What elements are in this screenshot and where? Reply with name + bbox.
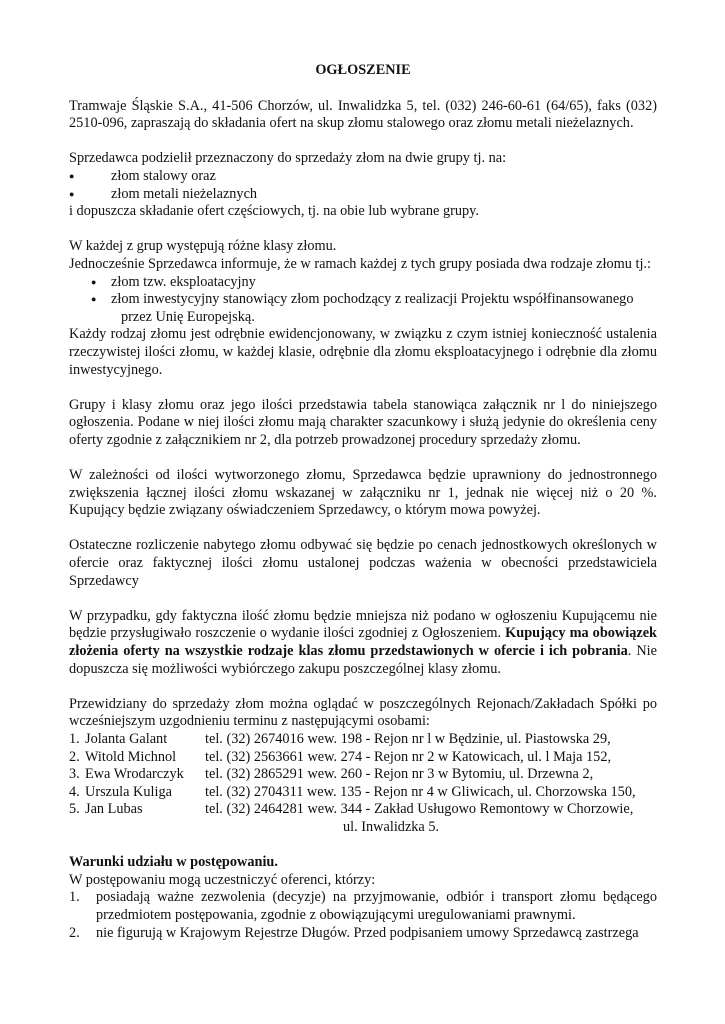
list-item-text: złom inwestycyjny stanowiący złom pochodzący z realizacji Projektu współfinansowanego bbox=[111, 291, 634, 308]
list-item bbox=[69, 291, 657, 326]
contact-info: tel. (32) 2464281 wew. 344 - Zakład Usługowo Remontowy w Chorzowie, bbox=[205, 801, 634, 818]
conditions-list bbox=[69, 889, 657, 942]
contact-row bbox=[69, 731, 657, 749]
list-number: 1. bbox=[69, 889, 80, 906]
contact-name: Ewa Wrodarczyk bbox=[85, 766, 184, 783]
scrap-types-list bbox=[69, 274, 657, 327]
shortfall-end: . Nie dopuszcza się możliwości wybiórczego zakupu poszczególnej klasy złomu. bbox=[69, 643, 657, 677]
contact-row bbox=[69, 801, 657, 819]
viewing-lead: Przewidziany do sprzedaży złom można oglądać w poszczególnych Rejonach/Zakładach Spółki po wcześniejszym uzgodnieniu terminu z następującymi osobami: bbox=[69, 695, 657, 730]
contacts-list bbox=[69, 731, 657, 837]
conditions-lead: W postępowaniu mogą uczestniczyć oferenci, którzy: bbox=[69, 871, 376, 888]
list-item-text: złom tzw. eksploatacyjny bbox=[111, 273, 256, 290]
conditions-heading-text: Warunki udziału w postępowaniu. bbox=[69, 854, 278, 871]
conditions-heading bbox=[69, 854, 657, 872]
settlement-paragraph: Ostateczne rozliczenie nabytego złomu odbywać się będzie po cenach jednostkowych określonych w ofercie oraz faktycznej ilości złomu ustalonej podczas ważenia w obecności przedstawiciela Sprzedawcy bbox=[69, 537, 657, 589]
contact-number: 5. bbox=[69, 801, 80, 818]
list-item: ● złom metali nieżelaznych bbox=[69, 186, 657, 204]
list-item bbox=[69, 889, 657, 924]
shortfall-start: W przypadku, gdy faktyczna ilość złomu będzie mniejsza niż podano w ogłoszeniu Kupującemu nie będzie przysługiwało roszczenie o wydanie ilości zgodniej z Ogłoszeniem. bbox=[69, 607, 657, 642]
list-item: ● złom stalowy oraz bbox=[69, 168, 657, 186]
contact-row bbox=[69, 749, 657, 767]
contact-number: 1. bbox=[69, 730, 80, 747]
contact-continuation: ul. Inwalidzka 5. bbox=[343, 818, 440, 835]
classes-line2: Jednocześnie Sprzedawca informuje, że w ramach każdej z tych grupy posiada dwa rodzaje złomu tj.: bbox=[69, 255, 651, 272]
list-item-text: posiadają ważne zezwolenia (decyzje) na przyjmowanie, odbiór i transport złomu będącego przedmiotem postępowania, zgodnie z obowiązującymi uregulowaniami prawnymi. bbox=[96, 889, 657, 923]
document-page bbox=[69, 62, 657, 942]
contact-row bbox=[69, 784, 657, 802]
contact-name: Jan Lubas bbox=[85, 801, 143, 818]
list-item-text: nie figurują w Krajowym Rejestrze Długów. Przed podpisaniem umowy Sprzedawcą zastrzega bbox=[96, 924, 639, 941]
table-paragraph: Grupy i klasy złomu oraz jego ilości przedstawia tabela stanowiąca załącznik nr l do niniejszego ogłoszenia. Podane w niej ilości złomu mają charakter szacunkowy i służą jedynie do określenia ceny oferty zgodnie z załącznikiem nr 2, dla potrzeb prowadzonej procedury sprzedaży złomu. bbox=[69, 396, 657, 448]
intro-paragraph: Tramwaje Śląskie S.A., 41-506 Chorzów, ul. Inwalidzka 5, tel. (032) 246-60-61 (64/65), faks (032) 2510-096, zapraszają do składania ofert na skup złomu stalowego oraz złomu metali nieżelaznych. bbox=[69, 97, 657, 132]
contact-number: 3. bbox=[69, 766, 80, 783]
document-title: OGŁOSZENIE bbox=[315, 62, 411, 78]
contact-name: Jolanta Galant bbox=[85, 730, 168, 747]
contact-info: tel. (32) 2704311 wew. 135 - Rejon nr 4 w Gliwicach, ul. Chorzowska 150, bbox=[205, 783, 636, 800]
groups-tail: i dopuszcza składanie ofert częściowych, tj. na obie lub wybrane grupy. bbox=[69, 203, 479, 220]
list-item-continuation: przez Unię Europejską. bbox=[121, 308, 255, 325]
classes-tail: Każdy rodzaj złomu jest odrębnie ewidencjonowany, w związku z czym istniej konieczność ustalenia rzeczywistej ilości złomu, w każdej klasie, odrębnie dla złomu eksploatacyjnego i odrębnie dla złomu inwestycyjnego. bbox=[69, 326, 657, 378]
contact-name: Urszula Kuliga bbox=[85, 783, 172, 800]
contact-number: 2. bbox=[69, 748, 80, 765]
groups-list bbox=[69, 168, 657, 203]
contact-number: 4. bbox=[69, 783, 80, 800]
classes-line1: W każdej z grup występują różne klasy złomu. bbox=[69, 238, 337, 255]
contact-info: tel. (32) 2674016 wew. 198 - Rejon nr l w Będzinie, ul. Piastowska 29, bbox=[205, 730, 611, 747]
shortfall-paragraph bbox=[69, 608, 657, 678]
list-item bbox=[69, 925, 657, 943]
list-item bbox=[69, 274, 657, 292]
contact-info: tel. (32) 2563661 wew. 274 - Rejon nr 2 w Katowicach, ul. l Maja 152, bbox=[205, 748, 612, 765]
contact-row bbox=[69, 766, 657, 784]
list-number: 2. bbox=[69, 924, 80, 941]
increase-paragraph: W zależności od ilości wytworzonego złomu, Sprzedawca będzie uprawniony do jednostronnego zwiększenia łącznej ilości złomu wskazanej w załączniku nr 1, jednak nie więcej niż o 20 %. Kupujący będzie związany oświadczeniem Sprzedawcy, o którym mowa powyżej. bbox=[69, 467, 657, 519]
shortfall-bold: Kupujący ma obowiązek złożenia oferty na wszystkie rodzaje klas złomu przedstawionych w ofercie i ich pobrania bbox=[69, 625, 658, 659]
contact-name: Witold Michnol bbox=[85, 748, 177, 765]
contact-info: tel. (32) 2865291 wew. 260 - Rejon nr 3 w Bytomiu, ul. Drzewna 2, bbox=[205, 766, 594, 783]
groups-lead: Sprzedawca podzielił przeznaczony do sprzedaży złom na dwie grupy tj. na: bbox=[69, 150, 507, 167]
